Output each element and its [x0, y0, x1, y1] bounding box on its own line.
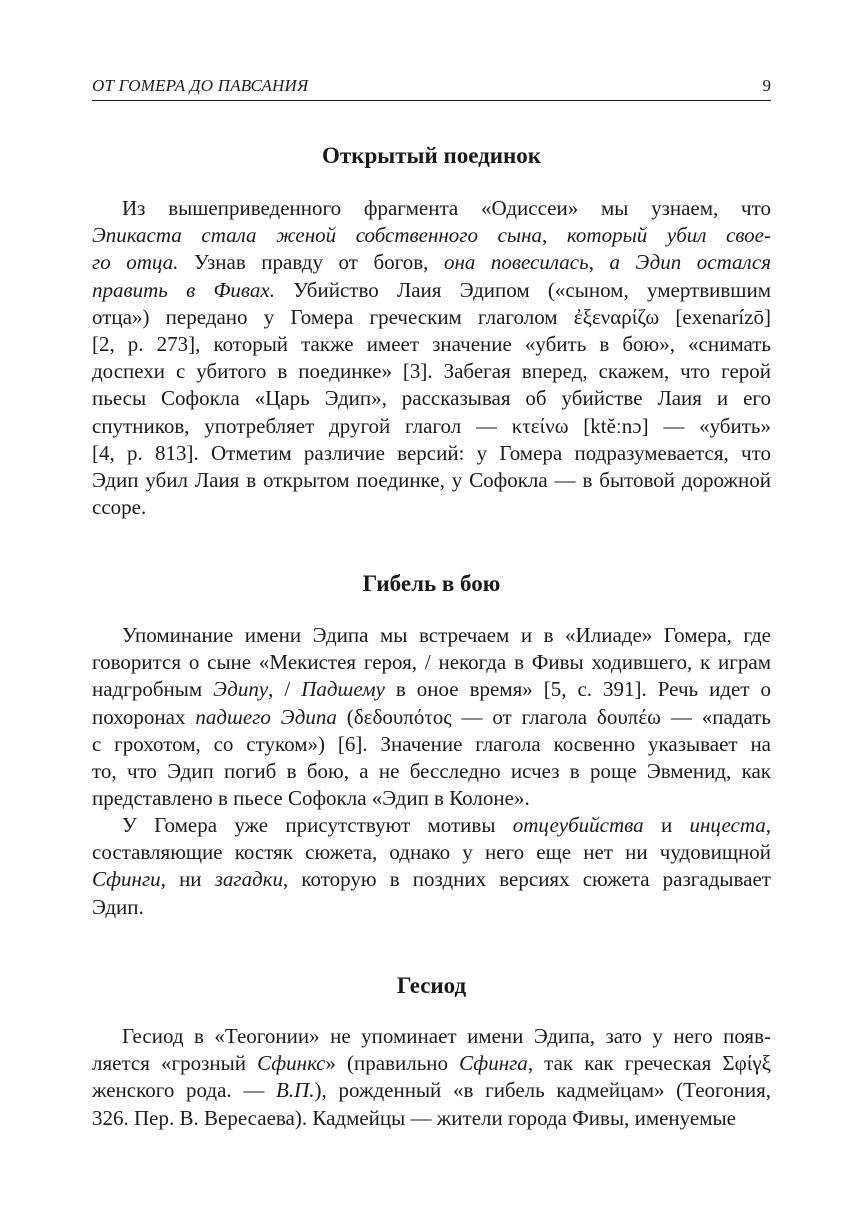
text-span: Упоминание имени Эдипа мы встречаем и в «Илиаде» Гомера, где	[122, 623, 771, 647]
text-line	[92, 494, 771, 521]
text-span: Эдип.	[92, 894, 144, 919]
text-line	[92, 195, 771, 222]
text-line	[92, 758, 771, 785]
text-line	[92, 894, 771, 921]
text-line	[92, 866, 771, 893]
text-line	[92, 812, 771, 839]
text-line	[92, 467, 771, 494]
text-span: то, что Эдип погиб в бою, а не бесследно исчез в роще Эвменид, как	[92, 759, 771, 784]
text-span: и	[643, 813, 690, 837]
text-span: представлено в пьесе Софокла «Эдип в Колоне».	[92, 786, 530, 811]
text-span: ,	[542, 223, 567, 248]
italic-span: править в Фивах.	[92, 277, 275, 302]
text-span: ), рожденный «в гибель кадмейцам» (Теогония,	[314, 1078, 771, 1103]
text-span: (δεδουπότος — от глагола δουπέω — «падать	[336, 704, 771, 729]
text-line	[92, 1023, 771, 1050]
italic-span: загадки	[214, 867, 284, 892]
text-line	[92, 249, 771, 276]
text-line	[92, 304, 771, 331]
paragraph	[92, 622, 771, 812]
text-span: отца») передано у Гомера греческим глаголом ἐξεναρίζω [exenarízō]	[92, 304, 771, 329]
text-line	[92, 440, 771, 467]
italic-span: Сфинги	[92, 867, 161, 892]
text-span: [4, p. 813]. Отметим различие версий: у Гомера подразумевается, что	[92, 440, 771, 465]
text-line	[92, 622, 771, 649]
text-span: , /	[268, 677, 302, 702]
text-line	[92, 331, 771, 358]
text-line	[92, 839, 771, 866]
page-number: 9	[762, 76, 771, 95]
text-line	[92, 785, 771, 812]
text-span: Эдип убил Лаия в открытом поединке, у Софокла — в бытовой дорожной	[92, 468, 771, 493]
text-span: составляющие костяк сюжета, однако у него еще нет ни чудовищной	[92, 840, 771, 865]
paragraph	[92, 195, 771, 521]
italic-span: а Эдип остался	[609, 250, 771, 275]
italic-span: Падшему	[301, 677, 385, 702]
text-span: с грохотом, со стуком») [6]. Значение глагола косвенно указывает на	[92, 731, 771, 756]
text-span: 326. Пер. В. Вересаева). Кадмейцы — жители города Фивы, именуемые	[92, 1105, 736, 1130]
text-line	[92, 704, 771, 731]
paragraph	[92, 812, 771, 921]
text-span: Гесиод в «Теогонии» не упоминает имени Эдипа, зато у него появ-	[122, 1024, 771, 1048]
text-span: надгробным	[92, 677, 214, 702]
text-line	[92, 649, 771, 676]
italic-span: го отца.	[92, 250, 179, 275]
running-header	[92, 72, 771, 101]
italic-span: падшего Эдипа	[195, 704, 337, 729]
italic-span: который убил свое-	[566, 223, 771, 248]
text-line	[92, 358, 771, 385]
running-header-title: ОТ ГОМЕРА ДО ПАВСАНИЯ	[92, 76, 309, 95]
text-span: , которую в поздних версиях сюжета разгадывает	[283, 867, 771, 892]
text-line	[92, 385, 771, 412]
italic-span: отцеубийства	[512, 813, 644, 837]
text-line	[92, 1077, 771, 1104]
italic-span: В.П.	[276, 1078, 315, 1103]
text-line	[92, 676, 771, 703]
text-line	[92, 222, 771, 249]
section-heading: Гесиод	[396, 973, 467, 998]
text-span: женского рода. —	[92, 1078, 277, 1103]
text-span: ,	[765, 813, 771, 837]
italic-span: инцеста	[689, 813, 766, 837]
text-line	[92, 1105, 771, 1132]
italic-span: Эдипу	[213, 677, 269, 702]
text-span: Убийство Лаия Эдипом («сыном, умертвившим	[274, 277, 771, 302]
paragraph	[92, 1023, 771, 1132]
text-span: ссоре.	[92, 495, 147, 520]
section-heading: Гибель в бою	[362, 571, 501, 596]
italic-span: Сфинкс	[257, 1051, 326, 1076]
text-span: ляется «грозный	[92, 1051, 258, 1076]
text-span: Из вышеприведенного фрагмента «Одиссеи» мы узнаем, что	[122, 196, 771, 220]
text-span: доспехи с убитого в поединке» [3]. Забегая вперед, скажем, что герой	[92, 359, 771, 384]
text-span: Узнав правду от богов,	[178, 250, 444, 275]
text-span: говорится о сыне «Мекистея героя, / некогда в Фивы ходившего, к играм	[92, 650, 771, 675]
text-span: похоронах	[92, 704, 196, 729]
text-span: У Гомера уже присутствуют мотивы	[122, 813, 513, 837]
italic-span: она повесилась	[443, 250, 589, 275]
text-span: спутников, употребляет другой глагол — κτείνω [ktĕːnɔ] — «убить»	[92, 413, 771, 438]
text-span: , так как греческая Σφίγξ	[527, 1051, 771, 1076]
text-span: ,	[588, 250, 610, 275]
text-line	[92, 731, 771, 758]
text-line	[92, 1050, 771, 1077]
section-heading: Открытый поединок	[322, 143, 541, 168]
text-span: [2, p. 273], который также имеет значение «убить в бою», «снимать	[92, 332, 771, 357]
text-span: » (правильно	[325, 1051, 460, 1076]
italic-span: Эпикаста стала женой собственного сына	[92, 223, 543, 248]
italic-span: Сфинга	[459, 1051, 528, 1076]
text-line	[92, 277, 771, 304]
text-span: пьесы Софокла «Царь Эдип», рассказывая об убийстве Лаия и его	[92, 386, 771, 411]
text-line	[92, 413, 771, 440]
text-span: , ни	[160, 867, 215, 892]
text-span: в оное время» [5, с. 391]. Речь идет о	[384, 677, 771, 702]
